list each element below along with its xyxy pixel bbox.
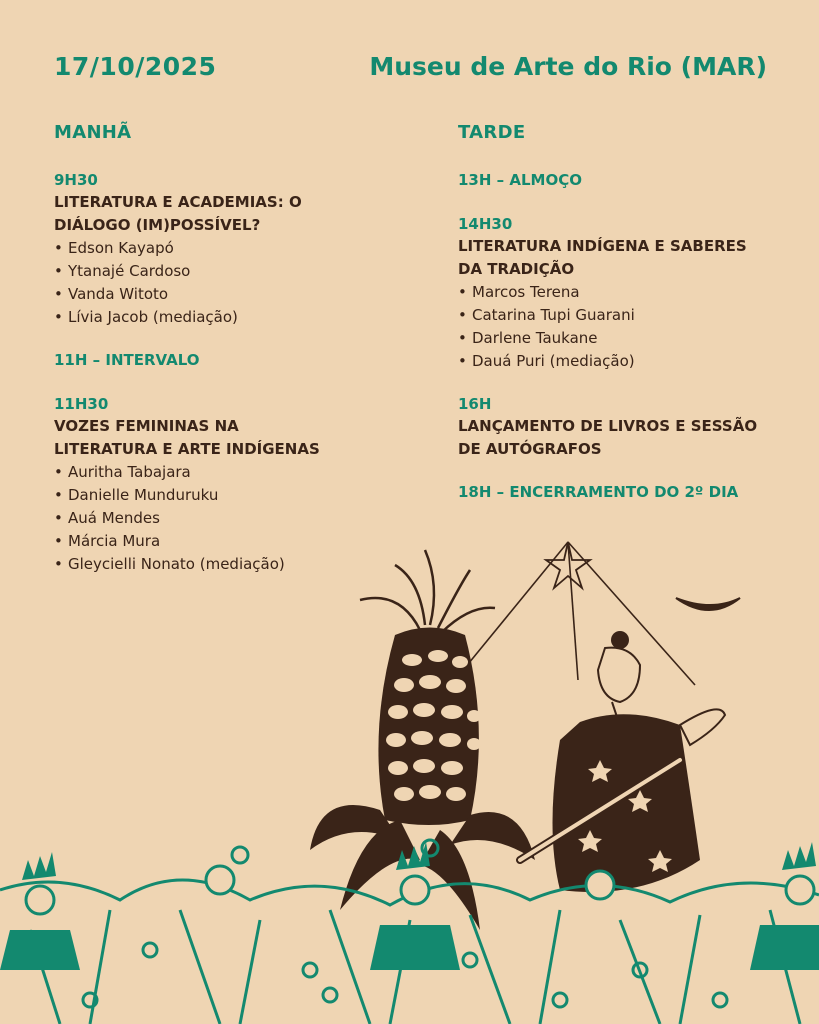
session-block — [54, 169, 394, 329]
session-title: LITERATURA E ACADEMIAS: O DIÁLOGO (IM)POSSÍVEL? — [54, 193, 302, 234]
morning-label: MANHÃ — [54, 122, 132, 143]
session-block — [458, 213, 798, 373]
session-block — [458, 393, 798, 461]
indigenous-illustration — [0, 530, 819, 1024]
speaker: • Darlene Taukane — [458, 327, 798, 350]
speaker: • Gleycielli Nonato (mediação) — [54, 553, 394, 576]
session-time: 9H30 — [54, 171, 98, 189]
woman-figure — [520, 631, 725, 892]
speaker: • Márcia Mura — [54, 530, 394, 553]
star-lines — [455, 542, 695, 685]
speaker: • Dauá Puri (mediação) — [458, 350, 798, 373]
speaker: • Edson Kayapó — [54, 237, 394, 260]
corn-cob — [378, 628, 481, 826]
lunch-time: 13H – ALMOÇO — [458, 171, 582, 189]
break-time: 11H – INTERVALO — [54, 351, 200, 369]
afternoon-label: TARDE — [458, 122, 526, 143]
speaker-list — [54, 237, 394, 329]
speaker: • Auritha Tabajara — [54, 461, 394, 484]
date: 17/10/2025 — [54, 52, 217, 81]
closing-time: 18H – ENCERRAMENTO DO 2º DIA — [458, 483, 739, 501]
session-time: 16H — [458, 395, 492, 413]
break-block — [54, 349, 394, 371]
speaker: • Ytanajé Cardoso — [54, 260, 394, 283]
closing-block — [458, 481, 798, 503]
moon-icon — [676, 598, 740, 610]
session-title: LITERATURA INDÍGENA E SABERES DA TRADIÇÃO — [458, 237, 747, 278]
session-time: 14H30 — [458, 215, 513, 233]
morning-column — [54, 122, 394, 596]
corn-tassel — [360, 550, 495, 632]
speaker: • Marcos Terena — [458, 281, 798, 304]
dancer-heads — [26, 866, 814, 914]
venue: Museu de Arte do Rio (MAR) — [369, 52, 767, 81]
lunch-block — [458, 169, 798, 191]
speaker: • Auá Mendes — [54, 507, 394, 530]
session-time: 11H30 — [54, 395, 109, 413]
session-title: LANÇAMENTO DE LIVROS E SESSÃO DE AUTÓGRAFOS — [458, 417, 758, 458]
afternoon-column — [458, 122, 798, 523]
speaker: • Catarina Tupi Guarani — [458, 304, 798, 327]
speaker: • Lívia Jacob (mediação) — [54, 306, 394, 329]
speaker: • Danielle Munduruku — [54, 484, 394, 507]
session-title: VOZES FEMININAS NA LITERATURA E ARTE INDÍGENAS — [54, 417, 320, 458]
speaker: • Vanda Witoto — [54, 283, 394, 306]
speaker-list — [458, 281, 798, 373]
